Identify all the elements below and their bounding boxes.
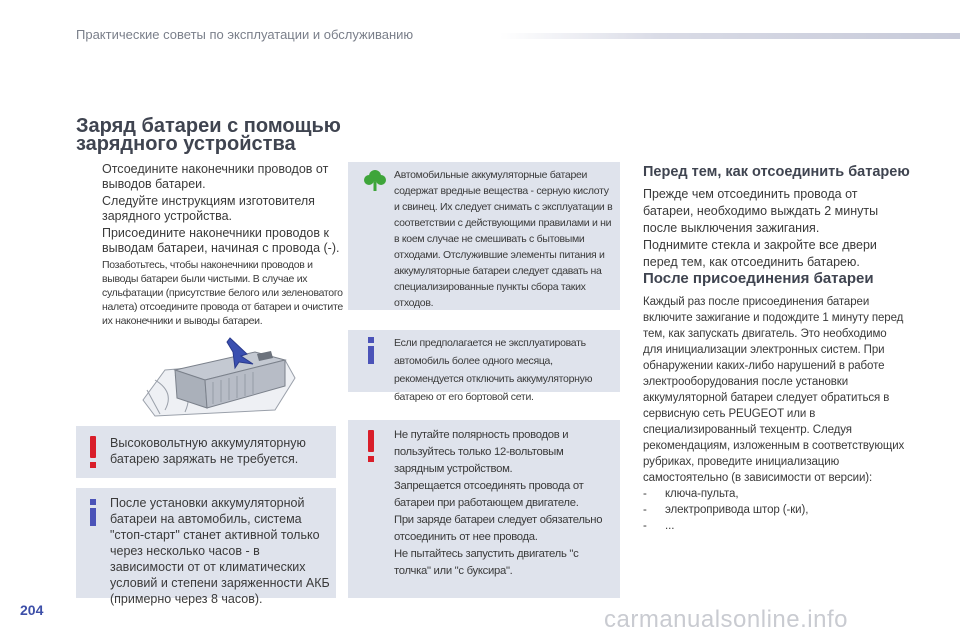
info-box-stop-start bbox=[76, 488, 336, 606]
tree-icon bbox=[364, 168, 386, 192]
warning-polarity-item: Запрещается отсоединять провода от батареи при работающем двигателе. bbox=[394, 480, 584, 509]
warning-icon bbox=[368, 430, 374, 452]
warning-polarity-item: Не путайте полярность проводов и пользуйтесь только 12-вольтовым зарядным устройством. bbox=[394, 429, 569, 475]
info-icon bbox=[90, 508, 96, 526]
eco-box bbox=[348, 162, 620, 310]
after-reconnect-body bbox=[643, 294, 909, 534]
warning-polarity-item: При заряде батареи следует обязательно отсоединить от нее провода. bbox=[394, 514, 603, 543]
info-icon bbox=[368, 346, 374, 364]
before-disconnect-paragraph: Прежде чем отсоединить провода от батареи, необходимо выждать 2 минуты после выключения зажигания. bbox=[643, 187, 879, 235]
page-number: 204 bbox=[20, 602, 44, 618]
info-long-storage-text: Если предполагается не эксплуатировать автомобиль более одного месяца, рекомендуется отключить аккумуляторную батарею от его бортовой сети. bbox=[394, 337, 593, 403]
list-item: - электропривода штор (-ки), bbox=[643, 504, 809, 516]
main-title-line2: зарядного устройства bbox=[76, 133, 296, 155]
battery-illustration bbox=[135, 330, 300, 420]
after-reconnect-list bbox=[643, 486, 909, 534]
warning-icon bbox=[90, 436, 96, 458]
main-title bbox=[76, 117, 356, 153]
after-reconnect-paragraph: Каждый раз после присоединения батареи включите зажигание и подождите 1 минуту перед тем, как запускать двигатель. Это необходимо для инициализации электронных систем. При обнаружении каких-либо нарушений в работе электрооборудования после установки аккумуляторной батареи следует обратиться в сервисную сеть PEUGEOT или в специализированный техцентр. Следуя рекомендациям, изложенным в соответствующих рубриках, проведите инициализацию самостоятельно (в зависимости от версии): bbox=[643, 296, 905, 484]
step-item: Присоедините наконечники проводов к выводам батареи, начиная с провода (-). bbox=[102, 226, 340, 255]
info-text: После установки аккумуляторной батареи на автомобиль, система "стоп-старт" станет активной только через несколько часов - в зависимости от от климатических условий и степени заряженности АКБ (примерно через 8 часов). bbox=[110, 496, 330, 606]
warning-polarity-list bbox=[394, 427, 616, 580]
step-item: Позаботьтесь, чтобы наконечники проводов и выводы батареи были чистыми. В случае их сульфатации (присутствие белого или зеленоватого налета) отсоедините провода от батареи и очистите их наконечники и выводы батареи. bbox=[102, 259, 343, 327]
header-text: Практические советы по эксплуатации и обслуживанию bbox=[76, 27, 414, 42]
list-item: - ... bbox=[643, 520, 675, 532]
after-reconnect-title: После присоединения батареи bbox=[643, 270, 874, 287]
before-disconnect-title: Перед тем, как отсоединить батарею bbox=[643, 164, 910, 180]
before-disconnect-body bbox=[643, 186, 895, 271]
before-disconnect-paragraph: Поднимите стекла и закройте все двери перед тем, как отсоединить батарею. bbox=[643, 238, 877, 269]
warning-text: Высоковольтную аккумуляторную батарею заряжать не требуется. bbox=[110, 436, 306, 466]
eco-text: Автомобильные аккумуляторные батареи содержат вредные вещества - серную кислоту и свинец. Их следует снимать с эксплуатации в соответствии с действующими правилами и ни в коем случае не смешивать с бытовыми отходами. Отслужившие элементы питания и аккумуляторные батареи следует сдавать на специализированные пункты сбора таких отходов. bbox=[394, 169, 613, 309]
info-box-long-storage bbox=[348, 330, 620, 403]
steps-list bbox=[80, 162, 348, 330]
step-item: Следуйте инструкциям изготовителя зарядного устройства. bbox=[102, 194, 315, 223]
main-title-line1: Заряд батареи с помощью bbox=[76, 115, 341, 137]
header-rule bbox=[500, 33, 960, 39]
warning-box-polarity bbox=[348, 420, 620, 598]
warning-box-high-voltage bbox=[76, 426, 336, 478]
list-item: - ключа-пульта, bbox=[643, 488, 739, 500]
watermark: carmanualsonline.info bbox=[604, 606, 848, 633]
step-item: Отсоедините наконечники проводов от выводов батареи. bbox=[102, 162, 329, 191]
warning-polarity-item: Не пытайтесь запустить двигатель "с толчка" или "с буксира". bbox=[394, 548, 579, 577]
